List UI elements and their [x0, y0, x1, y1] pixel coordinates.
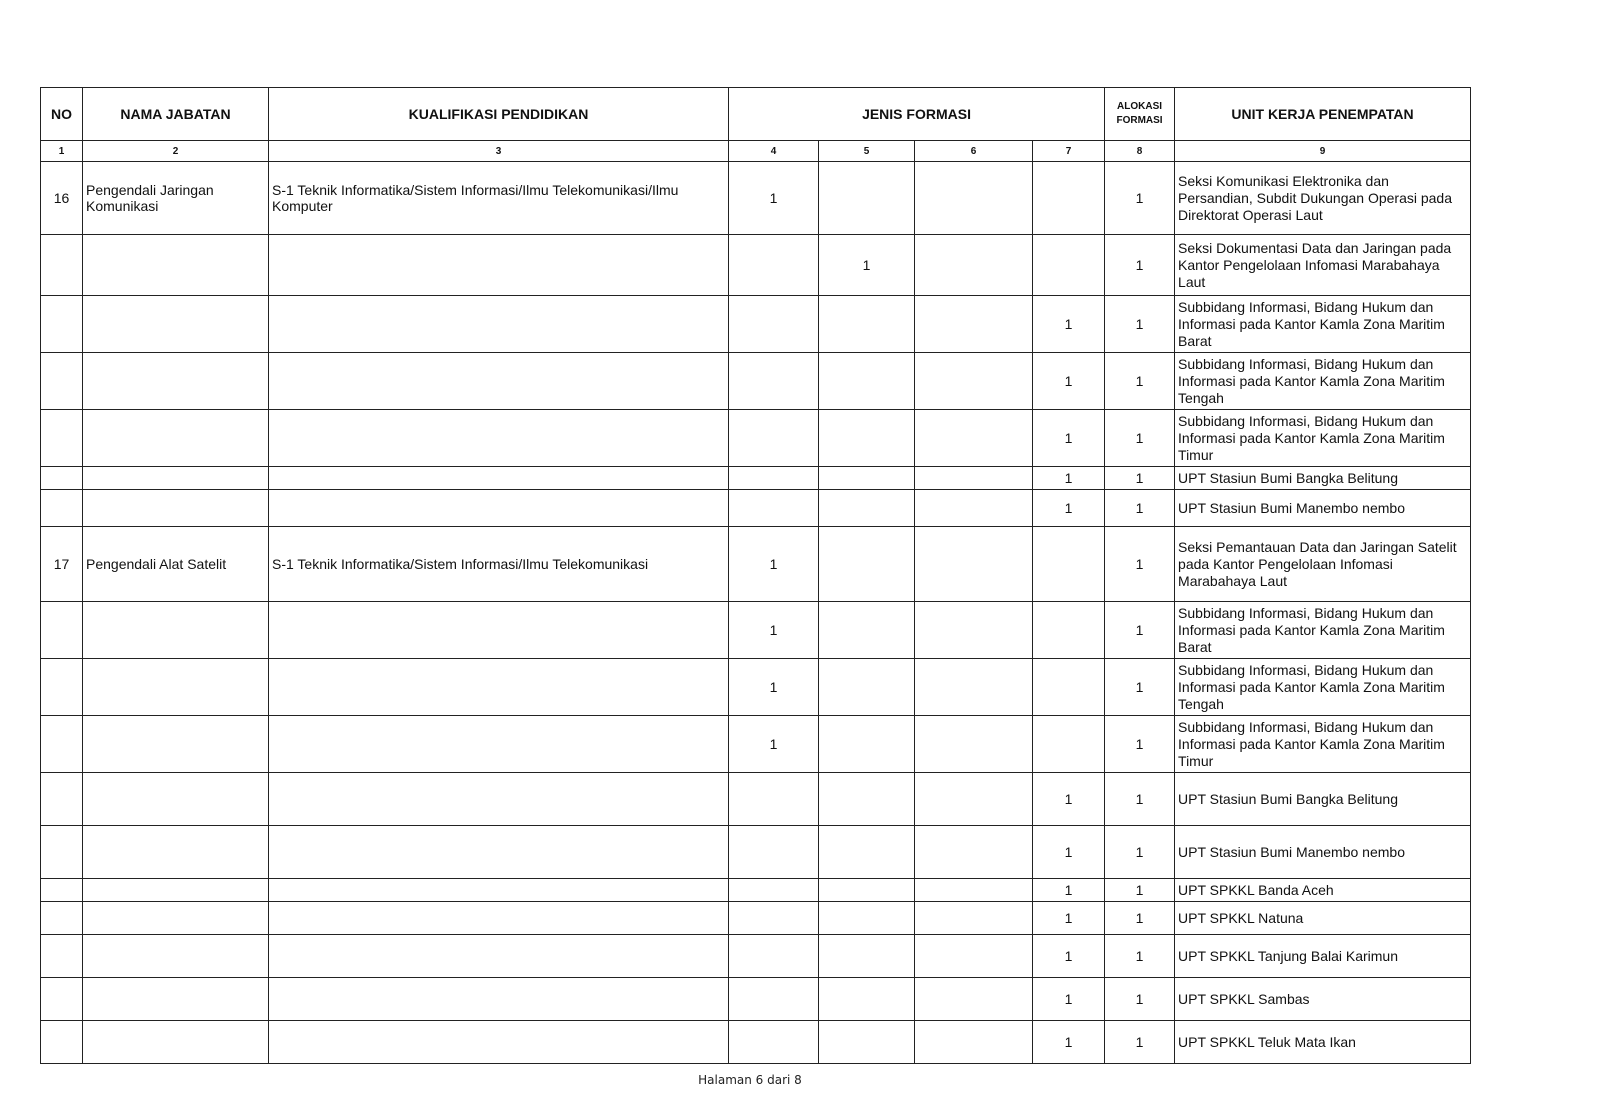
- cell-col5: [819, 162, 915, 235]
- header-nama-jabatan: NAMA JABATAN: [83, 88, 269, 141]
- cell-col6: [915, 826, 1033, 879]
- cell-no: [41, 235, 83, 296]
- column-number: 6: [915, 141, 1033, 162]
- cell-kualifikasi: [269, 773, 729, 826]
- cell-unit-kerja: UPT Stasiun Bumi Manembo nembo: [1175, 490, 1471, 527]
- cell-col4: [729, 879, 819, 902]
- table-row: [41, 879, 1471, 902]
- cell-col5: [819, 527, 915, 602]
- cell-col4: [729, 296, 819, 353]
- cell-col4: [729, 235, 819, 296]
- column-number: 1: [41, 141, 83, 162]
- cell-alokasi: 1: [1105, 353, 1175, 410]
- cell-alokasi: 1: [1105, 296, 1175, 353]
- column-number: 3: [269, 141, 729, 162]
- cell-jabatan: [83, 902, 269, 935]
- column-number: 4: [729, 141, 819, 162]
- column-number: 2: [83, 141, 269, 162]
- cell-col4: [729, 410, 819, 467]
- header-alokasi-formasi: ALOKASI FORMASI: [1105, 88, 1175, 141]
- cell-col5: [819, 410, 915, 467]
- cell-col6: [915, 902, 1033, 935]
- cell-col7: [1033, 659, 1105, 716]
- cell-col4: 1: [729, 659, 819, 716]
- cell-kualifikasi: [269, 879, 729, 902]
- cell-jabatan: Pengendali Jaringan Komunikasi: [83, 162, 269, 235]
- header-no: NO: [41, 88, 83, 141]
- table-row: [41, 902, 1471, 935]
- cell-unit-kerja: UPT Stasiun Bumi Bangka Belitung: [1175, 467, 1471, 490]
- cell-col5: [819, 902, 915, 935]
- cell-unit-kerja: Seksi Dokumentasi Data dan Jaringan pada Kantor Pengelolaan Infomasi Marabahaya Laut: [1175, 235, 1471, 296]
- cell-col5: [819, 773, 915, 826]
- cell-alokasi: 1: [1105, 162, 1175, 235]
- cell-col4: [729, 353, 819, 410]
- cell-col7: 1: [1033, 490, 1105, 527]
- cell-col7: 1: [1033, 978, 1105, 1021]
- cell-no: [41, 1021, 83, 1064]
- cell-no: [41, 902, 83, 935]
- cell-col5: [819, 490, 915, 527]
- cell-no: 17: [41, 527, 83, 602]
- cell-kualifikasi: [269, 353, 729, 410]
- cell-col4: 1: [729, 602, 819, 659]
- formasi-table: [40, 87, 1471, 1064]
- cell-jabatan: [83, 935, 269, 978]
- cell-jabatan: [83, 773, 269, 826]
- table-row: [41, 296, 1471, 353]
- cell-col6: [915, 296, 1033, 353]
- cell-no: [41, 602, 83, 659]
- cell-col6: [915, 978, 1033, 1021]
- cell-jabatan: [83, 235, 269, 296]
- cell-alokasi: 1: [1105, 1021, 1175, 1064]
- column-number: 8: [1105, 141, 1175, 162]
- cell-kualifikasi: [269, 716, 729, 773]
- cell-col7: 1: [1033, 879, 1105, 902]
- header-kualifikasi: KUALIFIKASI PENDIDIKAN: [269, 88, 729, 141]
- cell-alokasi: 1: [1105, 935, 1175, 978]
- cell-col7: 1: [1033, 296, 1105, 353]
- table-row: [41, 527, 1471, 602]
- table-row: [41, 235, 1471, 296]
- table-row: [41, 490, 1471, 527]
- cell-unit-kerja: UPT SPKKL Teluk Mata Ikan: [1175, 1021, 1471, 1064]
- cell-unit-kerja: Seksi Komunikasi Elektronika dan Persandian, Subdit Dukungan Operasi pada Direktorat Operasi Laut: [1175, 162, 1471, 235]
- cell-col6: [915, 353, 1033, 410]
- header-jenis-formasi: JENIS FORMASI: [729, 88, 1105, 141]
- cell-kualifikasi: [269, 826, 729, 879]
- cell-col5: [819, 659, 915, 716]
- cell-jabatan: Pengendali Alat Satelit: [83, 527, 269, 602]
- cell-kualifikasi: [269, 978, 729, 1021]
- table-row: [41, 773, 1471, 826]
- cell-kualifikasi: [269, 602, 729, 659]
- cell-col6: [915, 716, 1033, 773]
- cell-col6: [915, 235, 1033, 296]
- cell-jabatan: [83, 467, 269, 490]
- cell-col4: 1: [729, 527, 819, 602]
- cell-jabatan: [83, 659, 269, 716]
- cell-col7: [1033, 162, 1105, 235]
- cell-col4: [729, 1021, 819, 1064]
- cell-col6: [915, 935, 1033, 978]
- cell-jabatan: [83, 602, 269, 659]
- formasi-table-sheet: [40, 87, 1470, 1064]
- cell-col5: [819, 353, 915, 410]
- cell-no: [41, 879, 83, 902]
- cell-kualifikasi: [269, 935, 729, 978]
- cell-col6: [915, 467, 1033, 490]
- cell-alokasi: 1: [1105, 978, 1175, 1021]
- cell-col7: 1: [1033, 773, 1105, 826]
- cell-unit-kerja: UPT SPKKL Natuna: [1175, 902, 1471, 935]
- cell-kualifikasi: [269, 1021, 729, 1064]
- table-row: [41, 826, 1471, 879]
- cell-col5: [819, 879, 915, 902]
- header-row: [41, 88, 1471, 141]
- cell-col7: [1033, 602, 1105, 659]
- cell-no: [41, 659, 83, 716]
- page-footer: Halaman 6 dari 8: [698, 1073, 802, 1087]
- cell-jabatan: [83, 490, 269, 527]
- cell-no: [41, 826, 83, 879]
- cell-col7: 1: [1033, 1021, 1105, 1064]
- cell-col4: [729, 826, 819, 879]
- cell-kualifikasi: [269, 410, 729, 467]
- column-number-row: [41, 141, 1471, 162]
- cell-col5: 1: [819, 235, 915, 296]
- cell-kualifikasi: [269, 296, 729, 353]
- header-unit-kerja: UNIT KERJA PENEMPATAN: [1175, 88, 1471, 141]
- table-row: [41, 1021, 1471, 1064]
- cell-unit-kerja: Subbidang Informasi, Bidang Hukum dan Informasi pada Kantor Kamla Zona Maritim Barat: [1175, 296, 1471, 353]
- cell-unit-kerja: UPT Stasiun Bumi Manembo nembo: [1175, 826, 1471, 879]
- cell-col4: [729, 467, 819, 490]
- cell-col7: [1033, 716, 1105, 773]
- table-row: [41, 162, 1471, 235]
- table-row: [41, 602, 1471, 659]
- cell-alokasi: 1: [1105, 826, 1175, 879]
- cell-unit-kerja: UPT SPKKL Tanjung Balai Karimun: [1175, 935, 1471, 978]
- cell-unit-kerja: Subbidang Informasi, Bidang Hukum dan Informasi pada Kantor Kamla Zona Maritim Tengah: [1175, 353, 1471, 410]
- cell-col5: [819, 935, 915, 978]
- cell-jabatan: [83, 410, 269, 467]
- cell-kualifikasi: S-1 Teknik Informatika/Sistem Informasi/Ilmu Telekomunikasi/Ilmu Komputer: [269, 162, 729, 235]
- cell-unit-kerja: Subbidang Informasi, Bidang Hukum dan Informasi pada Kantor Kamla Zona Maritim Barat: [1175, 602, 1471, 659]
- cell-unit-kerja: UPT Stasiun Bumi Bangka Belitung: [1175, 773, 1471, 826]
- cell-col6: [915, 879, 1033, 902]
- cell-col4: 1: [729, 716, 819, 773]
- cell-kualifikasi: [269, 490, 729, 527]
- cell-col5: [819, 978, 915, 1021]
- cell-col7: 1: [1033, 467, 1105, 490]
- cell-col5: [819, 296, 915, 353]
- cell-kualifikasi: [269, 902, 729, 935]
- cell-col6: [915, 410, 1033, 467]
- cell-no: [41, 410, 83, 467]
- cell-no: [41, 467, 83, 490]
- cell-col7: 1: [1033, 902, 1105, 935]
- cell-no: [41, 296, 83, 353]
- cell-jabatan: [83, 826, 269, 879]
- cell-col4: [729, 490, 819, 527]
- cell-col6: [915, 602, 1033, 659]
- cell-jabatan: [83, 353, 269, 410]
- cell-col7: 1: [1033, 410, 1105, 467]
- cell-col4: [729, 773, 819, 826]
- cell-col7: [1033, 235, 1105, 296]
- cell-col7: 1: [1033, 353, 1105, 410]
- cell-unit-kerja: Seksi Pemantauan Data dan Jaringan Satelit pada Kantor Pengelolaan Infomasi Marabahaya Laut: [1175, 527, 1471, 602]
- cell-no: [41, 935, 83, 978]
- column-number: 5: [819, 141, 915, 162]
- cell-col5: [819, 467, 915, 490]
- cell-no: [41, 773, 83, 826]
- cell-col4: 1: [729, 162, 819, 235]
- cell-col7: 1: [1033, 935, 1105, 978]
- cell-alokasi: 1: [1105, 235, 1175, 296]
- cell-alokasi: 1: [1105, 716, 1175, 773]
- cell-col6: [915, 659, 1033, 716]
- cell-kualifikasi: S-1 Teknik Informatika/Sistem Informasi/Ilmu Telekomunikasi: [269, 527, 729, 602]
- cell-unit-kerja: Subbidang Informasi, Bidang Hukum dan Informasi pada Kantor Kamla Zona Maritim Tengah: [1175, 659, 1471, 716]
- cell-no: 16: [41, 162, 83, 235]
- cell-col6: [915, 162, 1033, 235]
- cell-col5: [819, 716, 915, 773]
- cell-kualifikasi: [269, 659, 729, 716]
- cell-col4: [729, 902, 819, 935]
- cell-alokasi: 1: [1105, 902, 1175, 935]
- cell-no: [41, 978, 83, 1021]
- cell-alokasi: 1: [1105, 773, 1175, 826]
- cell-alokasi: 1: [1105, 659, 1175, 716]
- table-row: [41, 716, 1471, 773]
- cell-kualifikasi: [269, 235, 729, 296]
- cell-alokasi: 1: [1105, 490, 1175, 527]
- cell-alokasi: 1: [1105, 527, 1175, 602]
- column-number: 9: [1175, 141, 1471, 162]
- cell-jabatan: [83, 879, 269, 902]
- column-number: 7: [1033, 141, 1105, 162]
- cell-no: [41, 716, 83, 773]
- cell-col7: 1: [1033, 826, 1105, 879]
- cell-col6: [915, 490, 1033, 527]
- cell-no: [41, 353, 83, 410]
- cell-kualifikasi: [269, 467, 729, 490]
- cell-jabatan: [83, 1021, 269, 1064]
- cell-alokasi: 1: [1105, 602, 1175, 659]
- cell-col5: [819, 602, 915, 659]
- cell-jabatan: [83, 978, 269, 1021]
- table-row: [41, 467, 1471, 490]
- cell-no: [41, 490, 83, 527]
- cell-unit-kerja: UPT SPKKL Sambas: [1175, 978, 1471, 1021]
- cell-col6: [915, 1021, 1033, 1064]
- table-row: [41, 659, 1471, 716]
- cell-alokasi: 1: [1105, 879, 1175, 902]
- cell-jabatan: [83, 716, 269, 773]
- cell-col7: [1033, 527, 1105, 602]
- cell-col6: [915, 527, 1033, 602]
- table-row: [41, 410, 1471, 467]
- cell-alokasi: 1: [1105, 410, 1175, 467]
- cell-unit-kerja: Subbidang Informasi, Bidang Hukum dan Informasi pada Kantor Kamla Zona Maritim Timur: [1175, 410, 1471, 467]
- cell-col4: [729, 978, 819, 1021]
- cell-col6: [915, 773, 1033, 826]
- cell-jabatan: [83, 296, 269, 353]
- cell-unit-kerja: UPT SPKKL Banda Aceh: [1175, 879, 1471, 902]
- table-row: [41, 978, 1471, 1021]
- table-row: [41, 935, 1471, 978]
- cell-unit-kerja: Subbidang Informasi, Bidang Hukum dan Informasi pada Kantor Kamla Zona Maritim Timur: [1175, 716, 1471, 773]
- cell-col4: [729, 935, 819, 978]
- table-row: [41, 353, 1471, 410]
- cell-alokasi: 1: [1105, 467, 1175, 490]
- cell-col5: [819, 1021, 915, 1064]
- cell-col5: [819, 826, 915, 879]
